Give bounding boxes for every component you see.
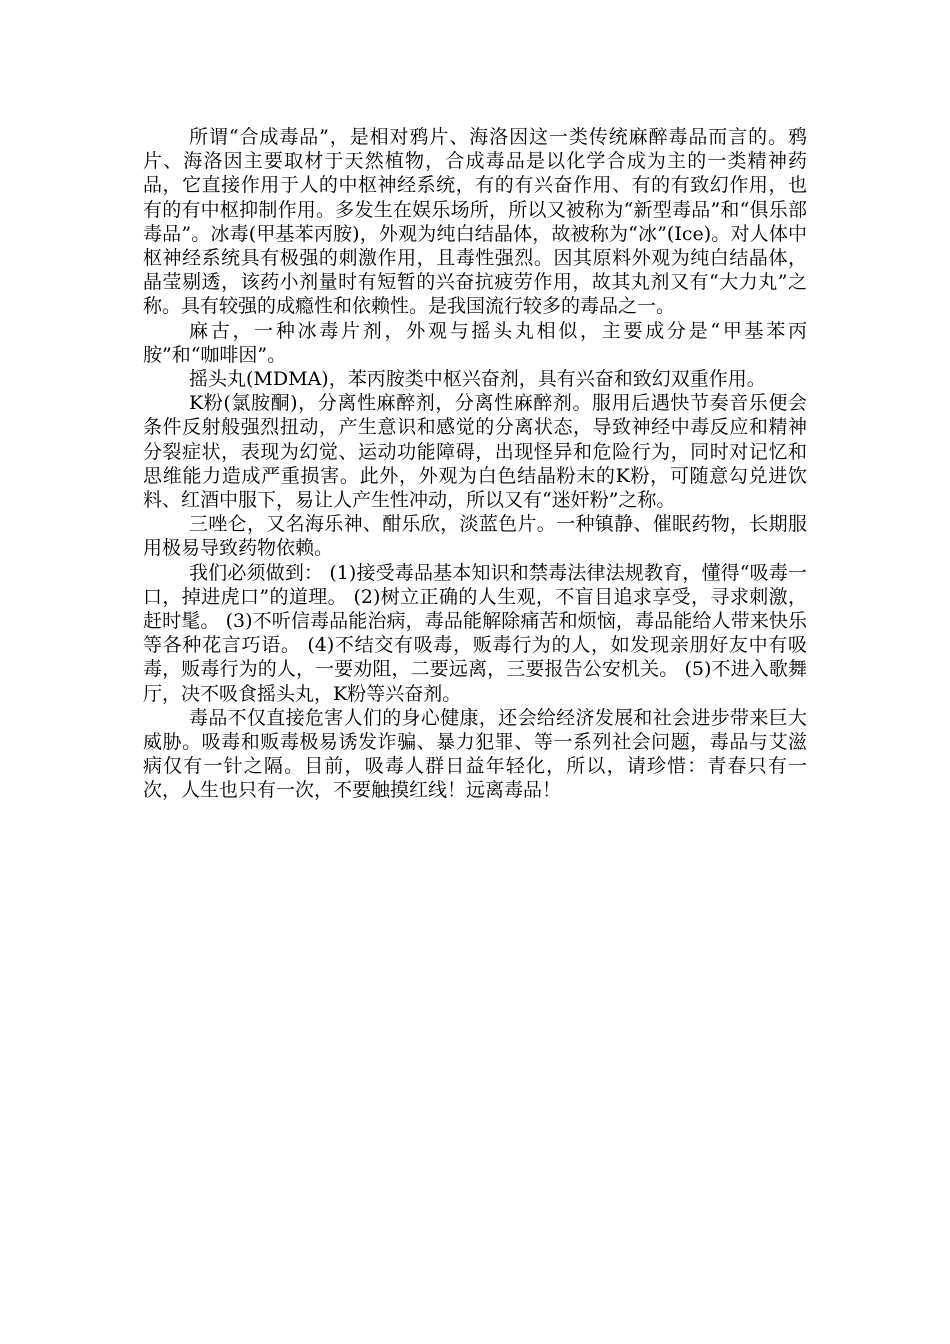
paragraph-conclusion: 毒品不仅直接危害人们的身心健康，还会给经济发展和社会进步带来巨大威胁。吸毒和贩毒极易诱发诈骗、暴力犯罪、等一系列社会问题，毒品与艾滋病仅有一针之隔。目前，吸毒人群日益年轻化，所以，请珍惜：青春只有一次，人生也只有一次，不要触摸红线！远离毒品！ bbox=[143, 706, 807, 802]
paragraph-ketamine: K粉(氯胺酮)，分离性麻醉剂，分离性麻醉剂。服用后遇快节奏音乐便会条件反射般强烈扭动，产生意识和感觉的分离状态，导致神经中毒反应和精神分裂症状，表现为幻觉、运动功能障碍，出现怪异和危险行为，同时对记忆和思维能力造成严重损害。此外，外观为白色结晶粉末的K粉，可随意勾兑进饮料、红酒中服下，易让人产生性冲动，所以又有“迷奸粉”之称。 bbox=[143, 392, 807, 512]
paragraph-ecstasy: 摇头丸(MDMA)，苯丙胺类中枢兴奋剂，具有兴奋和致幻双重作用。 bbox=[189, 368, 766, 391]
document-body bbox=[143, 125, 807, 803]
paragraph-synthetic-drugs: 所谓“合成毒品”，是相对鸦片、海洛因这一类传统麻醉毒品而言的。鸦片、海洛因主要取材于天然植物，合成毒品是以化学合成为主的一类精神药品，它直接作用于人的中枢神经系统，有的有兴奋作用、有的有致幻作用，也有的有中枢抑制作用。多发生在娱乐场所，所以又被称为“新型毒品”和“俱乐部毒品”。冰毒(甲基苯丙胺)，外观为纯白结晶体，故被称为“冰”(Ice)。对人体中枢神经系统具有极强的刺激作用，且毒性强烈。因其原料外观为纯白结晶体，晶莹剔透，该药小剂量时有短暂的兴奋抗疲劳作用，故其丸剂又有“大力丸”之称。具有较强的成瘾性和依赖性。是我国流行较多的毒品之一。 bbox=[143, 126, 807, 318]
paragraph-what-we-must-do: 我们必须做到： (1)接受毒品基本知识和禁毒法律法规教育，懂得“吸毒一口，掉进虎口”的道理。 (2)树立正确的人生观，不盲目追求享受，寻求刺激，赶时髦。 (3)不听信毒品能治病，毒品能解除痛苦和烦恼，毒品能给人带来快乐等各种花言巧语。 (4)不结交有吸毒，贩毒行为的人，如发现亲朋好友中有吸毒，贩毒行为的人，一要劝阻，二要远离，三要报告公安机关。 (5)不进入歌舞厅，决不吸食摇头丸，K粉等兴奋剂。 bbox=[143, 561, 807, 705]
paragraph-triazolam: 三唑仑，又名海乐神、酣乐欣，淡蓝色片。一种镇静、催眠药物，长期服用极易导致药物依赖。 bbox=[143, 513, 807, 560]
paragraph-magu: 麻古，一种冰毒片剂，外观与摇头丸相似，主要成分是“甲基苯丙胺”和“咖啡因”。 bbox=[143, 319, 807, 366]
